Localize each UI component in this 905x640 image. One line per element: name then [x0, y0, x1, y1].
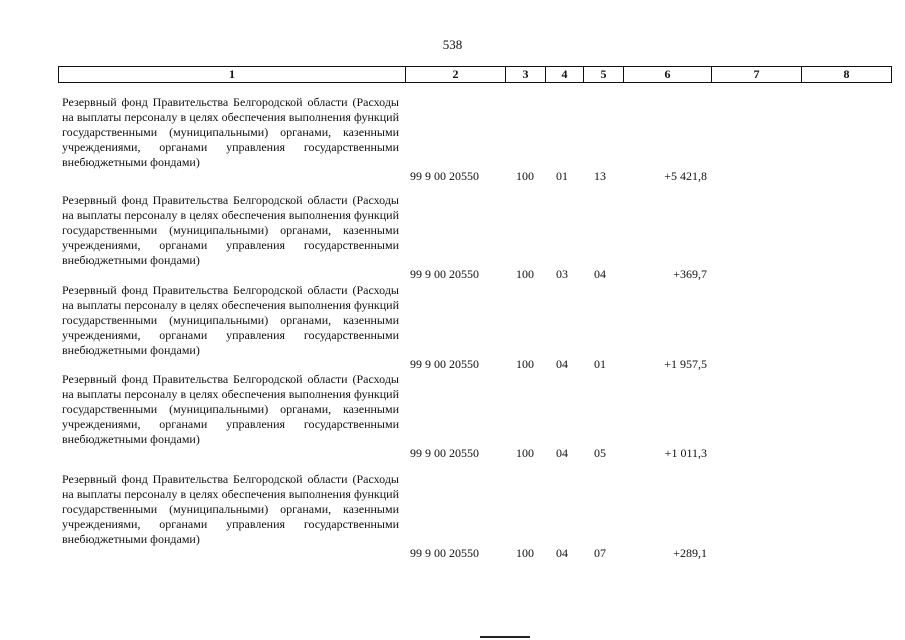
row-description: Резервный фонд Правительства Белгородской области (Расходы на выплаты персоналу в целях обеспечения выполнения функций государственными (муниципальными) органами, казенными учреждениями, органами управления государственными внебюджетными фондами): [62, 283, 399, 357]
row-description: Резервный фонд Правительства Белгородской области (Расходы на выплаты персоналу в целях обеспечения выполнения функций государственными (муниципальными) органами, казенными учреждениями, органами управления государственными внебюджетными фондами): [62, 95, 399, 169]
row-description: Резервный фонд Правительства Белгородской области (Расходы на выплаты персоналу в целях обеспечения выполнения функций государственными (муниципальными) органами, казенными учреждениями, органами управления государственными внебюджетными фондами): [62, 472, 399, 546]
row-col-5: 01: [594, 357, 606, 371]
header-col-2: 2: [405, 67, 505, 82]
header-col-3: 3: [505, 67, 545, 82]
row-col-3: 100: [516, 357, 534, 371]
page-number: 538: [442, 37, 463, 52]
row-col-4: 04: [556, 446, 568, 460]
row-col-5: 13: [594, 169, 606, 183]
row-col-5: 05: [594, 446, 606, 460]
row-col-6: +289,1: [673, 546, 707, 560]
row-description: Резервный фонд Правительства Белгородской области (Расходы на выплаты персоналу в целях обеспечения выполнения функций государственными (муниципальными) органами, казенными учреждениями, органами управления государственными внебюджетными фондами): [62, 372, 399, 446]
row-code: 99 9 00 20550: [410, 169, 479, 183]
table-header: [58, 66, 892, 83]
row-col-4: 01: [556, 169, 568, 183]
row-col-3: 100: [516, 267, 534, 281]
header-col-1: 1: [229, 67, 235, 81]
row-col-3: 100: [516, 169, 534, 183]
header-col-5: 5: [583, 67, 623, 82]
header-col-6: 6: [623, 67, 711, 82]
header-col-7: 7: [711, 67, 801, 82]
row-col-5: 04: [594, 267, 606, 281]
scan-edge-mark: [480, 636, 530, 638]
row-col-4: 04: [556, 357, 568, 371]
row-col-6: +1 957,5: [664, 357, 707, 371]
row-code: 99 9 00 20550: [410, 267, 479, 281]
row-code: 99 9 00 20550: [410, 446, 479, 460]
row-col-6: +5 421,8: [664, 169, 707, 183]
row-col-4: 04: [556, 546, 568, 560]
row-code: 99 9 00 20550: [410, 546, 479, 560]
row-col-6: +1 011,3: [664, 446, 707, 460]
row-col-3: 100: [516, 446, 534, 460]
row-col-6: +369,7: [673, 267, 707, 281]
row-description: Резервный фонд Правительства Белгородской области (Расходы на выплаты персоналу в целях обеспечения выполнения функций государственными (муниципальными) органами, казенными учреждениями, органами управления государственными внебюджетными фондами): [62, 193, 399, 267]
row-col-4: 03: [556, 267, 568, 281]
header-col-8: 8: [801, 67, 891, 82]
row-col-5: 07: [594, 546, 606, 560]
row-code: 99 9 00 20550: [410, 357, 479, 371]
row-col-3: 100: [516, 546, 534, 560]
header-col-4: 4: [545, 67, 583, 82]
